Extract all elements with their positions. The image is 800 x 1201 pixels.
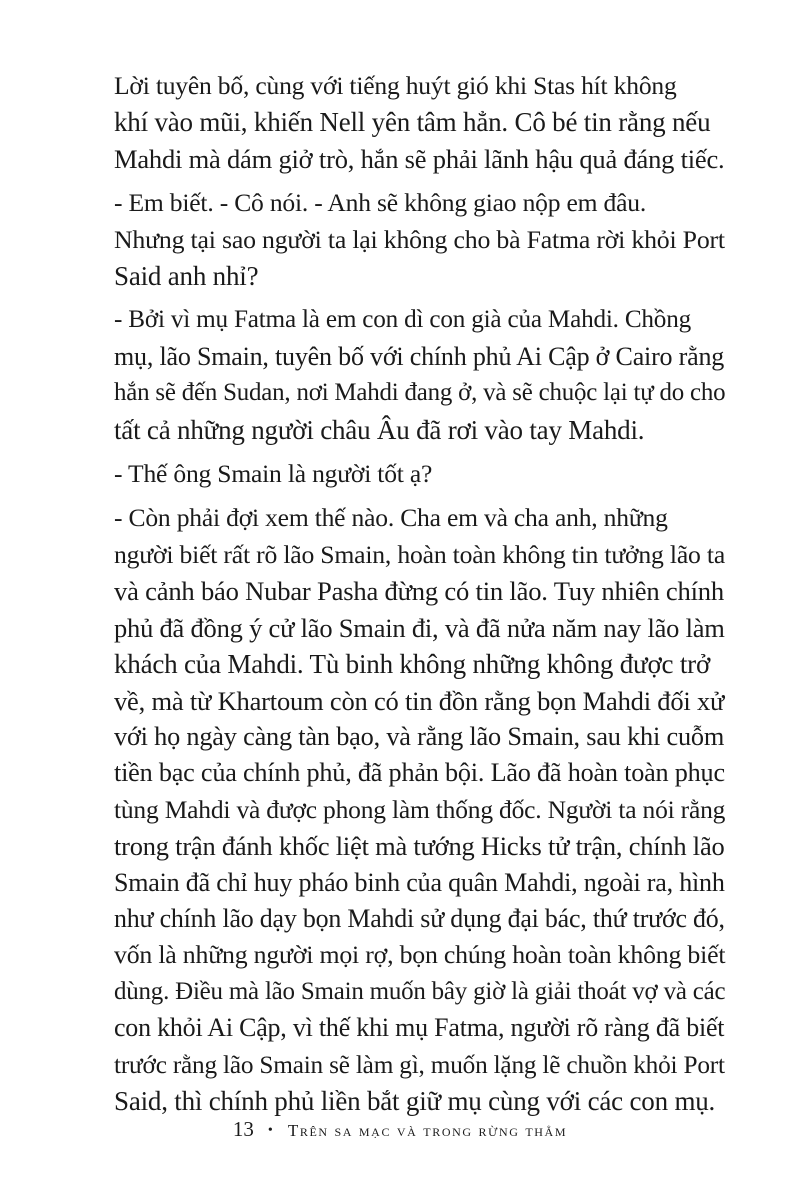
paragraph-3 [80, 302, 724, 448]
text-line: con khỏi Ai Cập, vì thế khi mụ Fatma, người rõ ràng đã biết [114, 1013, 725, 1043]
text-line: người biết rất rõ lão Smain, hoàn toàn không tin tưởng lão ta [114, 539, 726, 569]
text-line: và cảnh báo Nubar Pasha đừng có tin lão. Tuy nhiên chính [114, 576, 724, 607]
footer-separator: • [267, 1123, 274, 1138]
paragraph-5 [80, 500, 724, 1119]
text-line: mụ, lão Smain, tuyên bố với chính phủ Ai Cập ở Cairo rằng [114, 341, 725, 371]
running-title: Trên sa mạc và trong rừng thẳm [287, 1121, 568, 1140]
text-line: Said anh nhỉ? [114, 261, 259, 292]
paragraph-1 [80, 68, 724, 177]
text-line: hắn sẽ đến Sudan, nơi Mahdi đang ở, và sẽ chuộc lại tự do cho [114, 379, 726, 407]
text-line: - Thế ông Smain là người tốt ạ? [114, 459, 433, 489]
paragraph-2 [80, 185, 724, 294]
paragraph-4 [80, 456, 724, 492]
text-line: tùng Mahdi và được phong làm thống đốc. Người ta nói rằng [114, 794, 726, 824]
text-line: Said, thì chính phủ liền bắt giữ mụ cùng với các con mụ. [114, 1085, 716, 1116]
text-line: vốn là những người mọi rợ, bọn chúng hoàn toàn không biết [114, 940, 726, 970]
text-line: - Còn phải đợi xem thế nào. Cha em và cha anh, những [114, 503, 668, 533]
text-line: khí vào mũi, khiến Nell yên tâm hẳn. Cô bé tin rằng nếu [114, 107, 711, 138]
text-line: với họ ngày càng tàn bạo, và rằng lão Smain, sau khi cuỗm [114, 721, 725, 751]
text-line: Lời tuyên bố, cùng với tiếng huýt gió khi Stas hít không [114, 71, 677, 100]
text-line: Nhưng tại sao người ta lại không cho bà Fatma rời khỏi Port [114, 224, 725, 254]
text-line: trong trận đánh khốc liệt mà tướng Hicks tử trận, chính lão [114, 831, 725, 862]
text-line: tất cả những người châu Âu đã rơi vào tay Mahdi. [114, 414, 645, 445]
text-line: phủ đã đồng ý cử lão Smain đi, và đã nửa năm nay lão làm [114, 612, 725, 643]
text-line: tiền bạc của chính phủ, đã phản bội. Lão đã hoàn toàn phục [114, 758, 725, 788]
page-number: 13 [232, 1117, 254, 1141]
page-body [80, 68, 724, 1127]
text-line: Smain đã chỉ huy pháo binh của quân Mahdi, ngoài ra, hình [114, 867, 725, 897]
text-line: về, mà từ Khartoum còn có tin đồn rằng bọn Mahdi đối xử [114, 685, 725, 716]
text-line: - Bởi vì mụ Fatma là em con dì con già của Mahdi. Chồng [114, 306, 691, 334]
text-line: Mahdi mà dám giở trò, hắn sẽ phải lãnh hậu quả đáng tiếc. [114, 143, 725, 174]
text-line: như chính lão dạy bọn Mahdi sử dụng đại bác, thứ trước đó, [114, 903, 725, 933]
text-line: - Em biết. - Cô nói. - Anh sẽ không giao nộp em đâu. [114, 188, 647, 218]
page-footer [0, 1117, 800, 1142]
text-line: trước rằng lão Smain sẽ làm gì, muốn lặng lẽ chuồn khỏi Port [114, 1050, 725, 1079]
text-line: dùng. Điều mà lão Smain muốn bây giờ là giải thoát vợ và các [114, 977, 726, 1005]
text-line: khách của Mahdi. Tù binh không những không được trở [114, 649, 711, 680]
